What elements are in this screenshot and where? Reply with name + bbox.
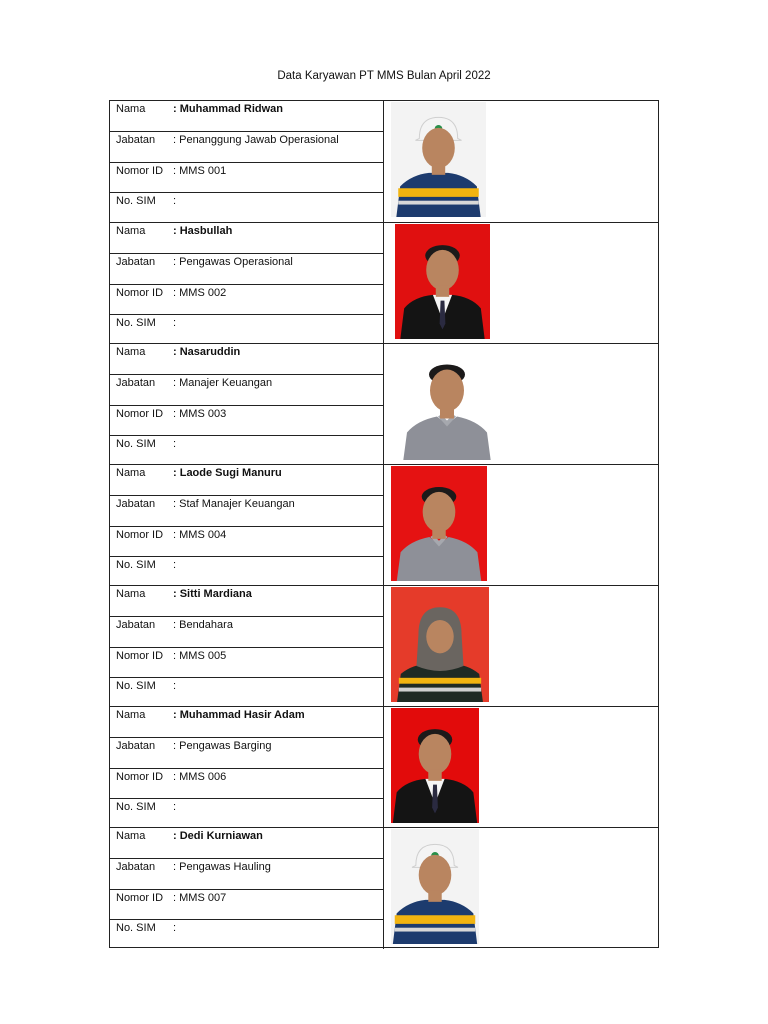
employee-info [110, 586, 384, 707]
id-field [110, 284, 383, 314]
name-field [110, 344, 383, 374]
sim-value: : [173, 558, 177, 571]
name-field [110, 101, 383, 131]
employee-photo [391, 829, 479, 944]
name-field [110, 223, 383, 253]
sim-label: No. SIM [116, 679, 156, 692]
sim-label: No. SIM [116, 316, 156, 329]
position-value: : Manajer Keuangan [173, 377, 273, 390]
id-value: : MMS 003 [173, 407, 227, 420]
employee-info [110, 828, 384, 949]
employee-row [110, 827, 658, 949]
name-value: : Laode Sugi Manuru [173, 467, 282, 479]
position-field [110, 858, 383, 888]
position-value: : Pengawas Operasional [173, 256, 293, 269]
sim-field [110, 919, 383, 949]
name-field [110, 707, 383, 737]
id-value: : MMS 004 [173, 528, 227, 541]
id-label: Nomor ID [116, 407, 164, 420]
employee-photo [391, 466, 487, 581]
sim-field [110, 435, 383, 465]
sim-value: : [173, 437, 177, 450]
id-field [110, 405, 383, 435]
position-label: Jabatan [116, 861, 156, 874]
id-value: : MMS 006 [173, 770, 227, 783]
name-label: Nama [116, 225, 146, 237]
sim-field [110, 192, 383, 222]
id-label: Nomor ID [116, 770, 164, 783]
sim-value: : [173, 679, 177, 692]
position-label: Jabatan [116, 740, 156, 753]
employee-info [110, 707, 384, 828]
employee-photo [397, 345, 497, 460]
id-field [110, 768, 383, 798]
id-field [110, 889, 383, 919]
position-field [110, 131, 383, 161]
position-label: Jabatan [116, 134, 156, 147]
position-field [110, 737, 383, 767]
sim-label: No. SIM [116, 921, 156, 934]
sim-field [110, 677, 383, 707]
sim-value: : [173, 316, 177, 329]
position-field [110, 495, 383, 525]
sim-field [110, 314, 383, 344]
name-field [110, 465, 383, 495]
name-field [110, 828, 383, 858]
id-value: : MMS 001 [173, 164, 227, 177]
name-value: : Nasaruddin [173, 346, 241, 358]
position-field [110, 374, 383, 404]
sim-value: : [173, 194, 177, 207]
name-value: : Dedi Kurniawan [173, 830, 263, 842]
employee-row [110, 464, 658, 586]
employee-info [110, 344, 384, 465]
position-field [110, 253, 383, 283]
name-value: : Hasbullah [173, 225, 233, 237]
id-value: : MMS 002 [173, 286, 227, 299]
employee-info [110, 101, 384, 222]
position-label: Jabatan [116, 498, 156, 511]
employee-info [110, 465, 384, 586]
name-label: Nama [116, 103, 146, 115]
position-label: Jabatan [116, 619, 156, 632]
sim-value: : [173, 921, 177, 934]
position-label: Jabatan [116, 256, 156, 269]
id-value: : MMS 007 [173, 891, 227, 904]
position-value: : Pengawas Barging [173, 740, 272, 753]
sim-field [110, 798, 383, 828]
employee-photo [391, 708, 479, 823]
name-label: Nama [116, 830, 146, 842]
name-label: Nama [116, 346, 146, 358]
sim-field [110, 556, 383, 586]
position-value: : Bendahara [173, 619, 233, 632]
name-label: Nama [116, 588, 146, 600]
employee-row [110, 585, 658, 707]
employee-row [110, 222, 658, 344]
id-field [110, 162, 383, 192]
position-value: : Penanggung Jawab Operasional [173, 134, 339, 147]
id-label: Nomor ID [116, 891, 164, 904]
id-label: Nomor ID [116, 164, 164, 177]
position-value: : Pengawas Hauling [173, 861, 271, 874]
position-label: Jabatan [116, 377, 156, 390]
name-label: Nama [116, 709, 146, 721]
employee-photo [391, 102, 486, 217]
sim-value: : [173, 800, 177, 813]
sim-label: No. SIM [116, 437, 156, 450]
employee-info [110, 223, 384, 344]
sim-label: No. SIM [116, 558, 156, 571]
position-value: : Staf Manajer Keuangan [173, 498, 295, 511]
name-value: : Muhammad Hasir Adam [173, 709, 305, 721]
name-label: Nama [116, 467, 146, 479]
document-title: Data Karyawan PT MMS Bulan April 2022 [277, 70, 491, 82]
employee-photo [391, 587, 489, 702]
employee-row [110, 343, 658, 465]
id-value: : MMS 005 [173, 649, 227, 662]
position-field [110, 616, 383, 646]
employee-table [109, 100, 659, 948]
sim-label: No. SIM [116, 800, 156, 813]
id-label: Nomor ID [116, 286, 164, 299]
sim-label: No. SIM [116, 194, 156, 207]
id-label: Nomor ID [116, 528, 164, 541]
name-value: : Muhammad Ridwan [173, 103, 284, 115]
id-field [110, 526, 383, 556]
name-field [110, 586, 383, 616]
id-field [110, 647, 383, 677]
employee-row [110, 101, 658, 222]
id-label: Nomor ID [116, 649, 164, 662]
name-value: : Sitti Mardiana [173, 588, 252, 600]
employee-photo [395, 224, 490, 339]
employee-row [110, 706, 658, 828]
